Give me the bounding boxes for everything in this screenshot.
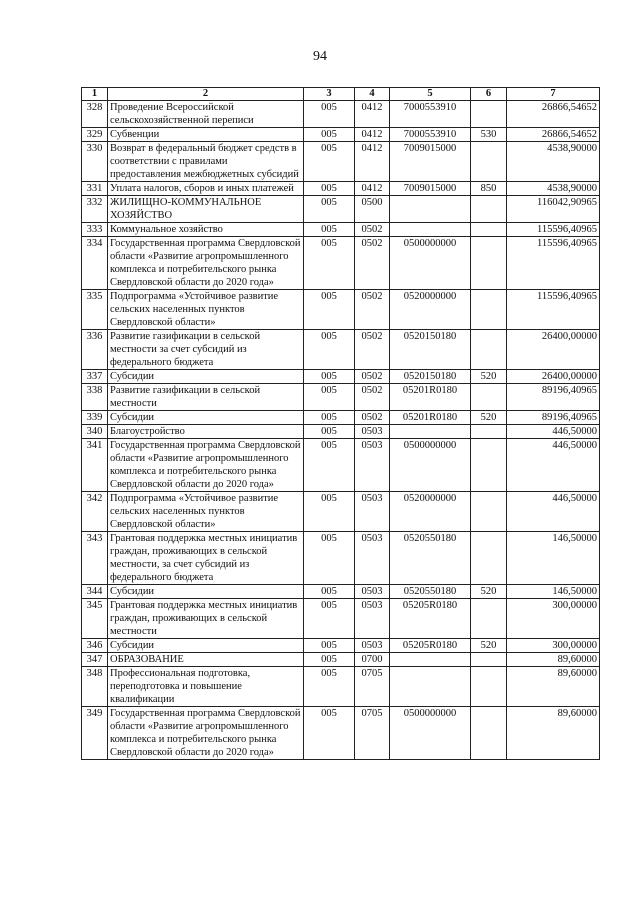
row-number: 341: [82, 439, 108, 492]
row-name: ОБРАЗОВАНИЕ: [108, 653, 304, 667]
row-number: 335: [82, 290, 108, 330]
table-row: [82, 290, 600, 330]
table-row: [82, 384, 600, 411]
row-expense-type: [471, 237, 507, 290]
row-amount: 26866,54652: [507, 101, 600, 128]
table-row: [82, 411, 600, 425]
row-admin-code: 005: [304, 290, 355, 330]
row-name: Государственная программа Свердловской области «Развитие агропромышленного комплекса и потребительского рынка Свердловской области до 2020 года»: [108, 707, 304, 760]
row-admin-code: 005: [304, 425, 355, 439]
row-expense-type: 520: [471, 639, 507, 653]
row-target-code: 05205R0180: [390, 599, 471, 639]
row-admin-code: 005: [304, 101, 355, 128]
table-row: [82, 599, 600, 639]
row-admin-code: 005: [304, 384, 355, 411]
row-name: Подпрограмма «Устойчивое развитие сельских населенных пунктов Свердловской области»: [108, 492, 304, 532]
row-expense-type: [471, 101, 507, 128]
row-target-code: 05201R0180: [390, 384, 471, 411]
row-admin-code: 005: [304, 492, 355, 532]
page-number: 94: [313, 49, 327, 64]
row-expense-type: [471, 196, 507, 223]
row-expense-type: [471, 425, 507, 439]
table-row: [82, 128, 600, 142]
row-section-code: 0412: [355, 182, 390, 196]
row-admin-code: 005: [304, 439, 355, 492]
column-header: 7: [507, 88, 600, 101]
row-expense-type: [471, 330, 507, 370]
row-number: 347: [82, 653, 108, 667]
row-amount: 116042,90965: [507, 196, 600, 223]
row-section-code: 0503: [355, 492, 390, 532]
row-section-code: 0412: [355, 101, 390, 128]
table-row: [82, 707, 600, 760]
row-expense-type: [471, 492, 507, 532]
table-body: [82, 101, 600, 760]
table-row: [82, 101, 600, 128]
row-name: ЖИЛИЩНО-КОММУНАЛЬНОЕ ХОЗЯЙСТВО: [108, 196, 304, 223]
column-header: 6: [471, 88, 507, 101]
table-row: [82, 142, 600, 182]
row-number: 332: [82, 196, 108, 223]
row-section-code: 0412: [355, 142, 390, 182]
row-admin-code: 005: [304, 585, 355, 599]
row-section-code: 0502: [355, 384, 390, 411]
row-expense-type: 520: [471, 411, 507, 425]
row-admin-code: 005: [304, 370, 355, 384]
row-amount: 26866,54652: [507, 128, 600, 142]
row-section-code: 0503: [355, 439, 390, 492]
row-amount: 115596,40965: [507, 237, 600, 290]
row-number: 331: [82, 182, 108, 196]
row-expense-type: [471, 653, 507, 667]
column-header: 5: [390, 88, 471, 101]
row-number: 328: [82, 101, 108, 128]
row-expense-type: [471, 599, 507, 639]
row-number: 330: [82, 142, 108, 182]
row-target-code: [390, 223, 471, 237]
row-name: Профессиональная подготовка, переподготовка и повышение квалификации: [108, 667, 304, 707]
row-amount: 300,00000: [507, 639, 600, 653]
row-section-code: 0705: [355, 707, 390, 760]
row-target-code: 05201R0180: [390, 411, 471, 425]
row-name: Проведение Всероссийской сельскохозяйственной переписи: [108, 101, 304, 128]
row-target-code: 7000553910: [390, 101, 471, 128]
row-admin-code: 005: [304, 182, 355, 196]
row-section-code: 0503: [355, 639, 390, 653]
table-row: [82, 370, 600, 384]
table-row: [82, 196, 600, 223]
row-section-code: 0502: [355, 237, 390, 290]
row-section-code: 0502: [355, 290, 390, 330]
row-amount: 4538,90000: [507, 142, 600, 182]
row-name: Развитие газификации в сельской местности: [108, 384, 304, 411]
row-target-code: 0520150180: [390, 370, 471, 384]
row-target-code: 0520550180: [390, 532, 471, 585]
row-admin-code: 005: [304, 707, 355, 760]
row-target-code: [390, 425, 471, 439]
row-name: Благоустройство: [108, 425, 304, 439]
row-number: 345: [82, 599, 108, 639]
row-section-code: 0705: [355, 667, 390, 707]
row-admin-code: 005: [304, 667, 355, 707]
row-target-code: 0520150180: [390, 330, 471, 370]
budget-table: [81, 87, 600, 760]
row-target-code: 0520000000: [390, 290, 471, 330]
column-header: 1: [82, 88, 108, 101]
row-number: 344: [82, 585, 108, 599]
row-admin-code: 005: [304, 599, 355, 639]
row-admin-code: 005: [304, 653, 355, 667]
row-name: Развитие газификации в сельской местности за счет субсидий из федерального бюджета: [108, 330, 304, 370]
row-amount: 26400,00000: [507, 330, 600, 370]
row-section-code: 0502: [355, 330, 390, 370]
row-number: 349: [82, 707, 108, 760]
row-section-code: 0412: [355, 128, 390, 142]
row-number: 343: [82, 532, 108, 585]
row-amount: 89,60000: [507, 653, 600, 667]
row-admin-code: 005: [304, 196, 355, 223]
row-target-code: 7009015000: [390, 142, 471, 182]
row-expense-type: [471, 667, 507, 707]
row-section-code: 0503: [355, 425, 390, 439]
row-amount: 26400,00000: [507, 370, 600, 384]
row-target-code: 0500000000: [390, 439, 471, 492]
row-target-code: 0520550180: [390, 585, 471, 599]
row-amount: 4538,90000: [507, 182, 600, 196]
row-expense-type: 850: [471, 182, 507, 196]
row-target-code: 7000553910: [390, 128, 471, 142]
table-row: [82, 585, 600, 599]
table-row: [82, 639, 600, 653]
row-expense-type: [471, 439, 507, 492]
row-name: Субвенции: [108, 128, 304, 142]
table-row: [82, 330, 600, 370]
row-expense-type: [471, 142, 507, 182]
table-row: [82, 439, 600, 492]
row-number: 337: [82, 370, 108, 384]
row-amount: 89,60000: [507, 667, 600, 707]
row-name: Субсидии: [108, 585, 304, 599]
column-header: 4: [355, 88, 390, 101]
row-amount: 115596,40965: [507, 290, 600, 330]
row-section-code: 0502: [355, 370, 390, 384]
row-admin-code: 005: [304, 237, 355, 290]
table-row: [82, 425, 600, 439]
row-admin-code: 005: [304, 128, 355, 142]
row-section-code: 0700: [355, 653, 390, 667]
row-amount: 446,50000: [507, 492, 600, 532]
row-amount: 300,00000: [507, 599, 600, 639]
table-row: [82, 182, 600, 196]
row-section-code: 0503: [355, 532, 390, 585]
table-row: [82, 223, 600, 237]
row-amount: 446,50000: [507, 425, 600, 439]
row-amount: 89196,40965: [507, 411, 600, 425]
row-number: 334: [82, 237, 108, 290]
column-header: 3: [304, 88, 355, 101]
row-target-code: 0500000000: [390, 237, 471, 290]
row-name: Субсидии: [108, 639, 304, 653]
row-number: 338: [82, 384, 108, 411]
table-row: [82, 237, 600, 290]
row-admin-code: 005: [304, 330, 355, 370]
row-admin-code: 005: [304, 532, 355, 585]
row-target-code: 05205R0180: [390, 639, 471, 653]
row-number: 346: [82, 639, 108, 653]
row-expense-type: 520: [471, 370, 507, 384]
row-expense-type: [471, 223, 507, 237]
row-number: 336: [82, 330, 108, 370]
row-target-code: [390, 653, 471, 667]
row-number: 329: [82, 128, 108, 142]
row-target-code: 0500000000: [390, 707, 471, 760]
row-name: Субсидии: [108, 411, 304, 425]
table-header-row: [82, 88, 600, 101]
row-amount: 446,50000: [507, 439, 600, 492]
row-expense-type: 520: [471, 585, 507, 599]
row-name: Субсидии: [108, 370, 304, 384]
row-admin-code: 005: [304, 142, 355, 182]
row-amount: 146,50000: [507, 532, 600, 585]
row-expense-type: [471, 384, 507, 411]
row-name: Грантовая поддержка местных инициатив граждан, проживающих в сельской местности, за счет субсидий из федерального бюджета: [108, 532, 304, 585]
row-amount: 89,60000: [507, 707, 600, 760]
row-target-code: 0520000000: [390, 492, 471, 532]
row-name: Коммунальное хозяйство: [108, 223, 304, 237]
row-number: 348: [82, 667, 108, 707]
row-name: Уплата налогов, сборов и иных платежей: [108, 182, 304, 196]
column-header: 2: [108, 88, 304, 101]
row-expense-type: 530: [471, 128, 507, 142]
row-section-code: 0500: [355, 196, 390, 223]
row-section-code: 0503: [355, 585, 390, 599]
row-name: Возврат в федеральный бюджет средств в соответствии с правилами предоставления межбюджетных субсидий: [108, 142, 304, 182]
row-target-code: 7009015000: [390, 182, 471, 196]
row-number: 340: [82, 425, 108, 439]
row-name: Подпрограмма «Устойчивое развитие сельских населенных пунктов Свердловской области»: [108, 290, 304, 330]
table-row: [82, 532, 600, 585]
row-section-code: 0502: [355, 411, 390, 425]
row-target-code: [390, 667, 471, 707]
table-row: [82, 667, 600, 707]
row-expense-type: [471, 532, 507, 585]
row-target-code: [390, 196, 471, 223]
row-section-code: 0503: [355, 599, 390, 639]
row-amount: 115596,40965: [507, 223, 600, 237]
row-name: Грантовая поддержка местных инициатив граждан, проживающих в сельской местности: [108, 599, 304, 639]
row-number: 342: [82, 492, 108, 532]
table-row: [82, 653, 600, 667]
row-admin-code: 005: [304, 223, 355, 237]
row-name: Государственная программа Свердловской области «Развитие агропромышленного комплекса и потребительского рынка Свердловской области до 2020 года»: [108, 439, 304, 492]
row-section-code: 0502: [355, 223, 390, 237]
row-number: 339: [82, 411, 108, 425]
row-amount: 89196,40965: [507, 384, 600, 411]
table-row: [82, 492, 600, 532]
row-expense-type: [471, 707, 507, 760]
row-admin-code: 005: [304, 411, 355, 425]
row-number: 333: [82, 223, 108, 237]
row-expense-type: [471, 290, 507, 330]
row-amount: 146,50000: [507, 585, 600, 599]
row-name: Государственная программа Свердловской области «Развитие агропромышленного комплекса и потребительского рынка Свердловской области до 2020 года»: [108, 237, 304, 290]
row-admin-code: 005: [304, 639, 355, 653]
